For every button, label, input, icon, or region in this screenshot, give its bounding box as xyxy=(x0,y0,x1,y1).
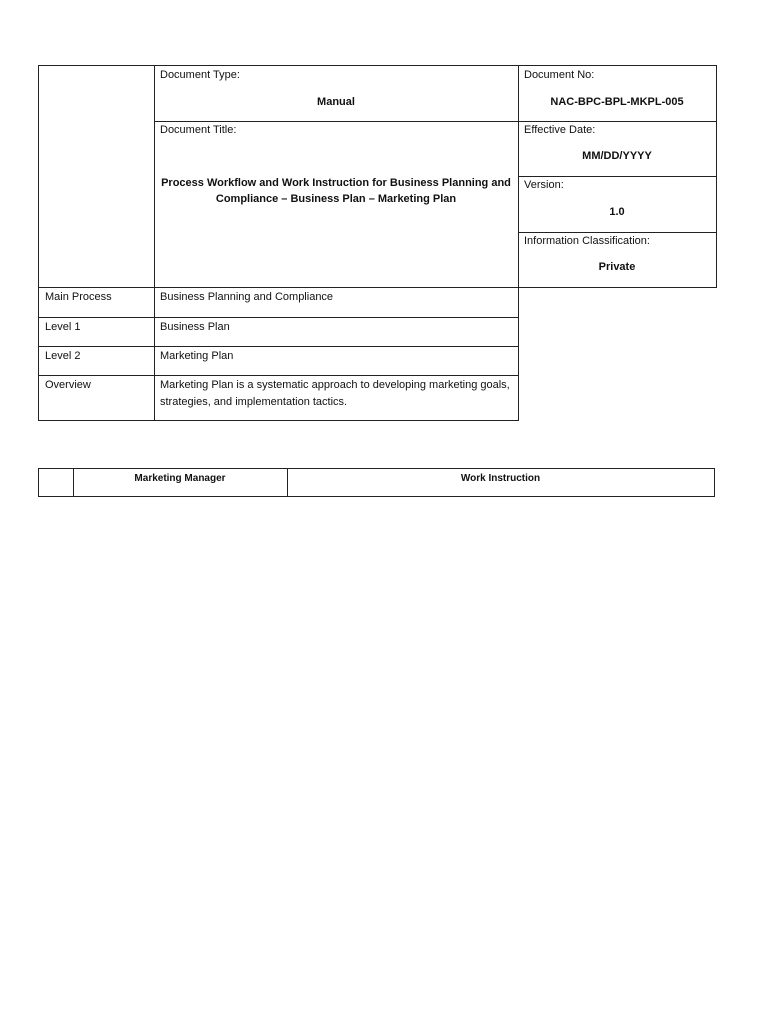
process-row-level2-label xyxy=(38,346,155,376)
effective-date-value: MM/DD/YYYY xyxy=(582,150,652,162)
level-1-value: Business Plan xyxy=(160,321,230,333)
process-row-main-label xyxy=(38,287,155,318)
level-1-label: Level 1 xyxy=(45,321,81,333)
version-label: Version: xyxy=(524,179,564,191)
classification-cell xyxy=(518,232,717,288)
process-row-level1-label xyxy=(38,317,155,347)
workflow-header-marketing-manager xyxy=(73,468,288,497)
overview-value: Marketing Plan is a systematic approach to developing marketing goals, strategies, and implementation tactics. xyxy=(160,379,510,408)
document-no-value: NAC-BPC-BPL-MKPL-005 xyxy=(550,96,684,108)
document-type-label: Document Type: xyxy=(160,69,240,81)
workflow-col-work-instruction: Work Instruction xyxy=(460,473,541,484)
classification-label: Information Classification: xyxy=(524,235,650,247)
process-row-overview-value xyxy=(154,375,519,421)
effective-date-label: Effective Date: xyxy=(524,124,596,136)
level-2-value: Marketing Plan xyxy=(160,350,234,362)
document-title-label: Document Title: xyxy=(160,124,237,136)
document-no-label: Document No: xyxy=(524,69,595,81)
effective-date-cell xyxy=(518,121,717,177)
process-row-overview-label xyxy=(38,375,155,421)
main-process-label: Main Process xyxy=(45,291,112,303)
document-no-cell xyxy=(518,65,717,122)
document-type-value: Manual xyxy=(317,96,355,108)
classification-value: Private xyxy=(598,261,636,273)
process-row-main-value xyxy=(154,287,519,318)
workflow-header-blank xyxy=(38,468,74,497)
process-row-level2-value xyxy=(154,346,519,376)
workflow-col-marketing-manager: Marketing Manager xyxy=(134,473,226,484)
main-process-value: Business Planning and Compliance xyxy=(160,291,334,303)
version-cell xyxy=(518,176,717,233)
process-row-level1-value xyxy=(154,317,519,347)
logo-cell xyxy=(38,65,155,288)
document-title-value: Process Workflow and Work Instruction for Business Planning and Compliance – Business Plan – Marketing Plan xyxy=(161,177,511,205)
document-type-cell xyxy=(154,65,519,122)
document-title-cell xyxy=(154,121,519,288)
level-2-label: Level 2 xyxy=(45,350,81,362)
overview-label: Overview xyxy=(45,379,91,391)
workflow-header-work-instruction xyxy=(287,468,715,497)
version-value: 1.0 xyxy=(609,206,625,218)
